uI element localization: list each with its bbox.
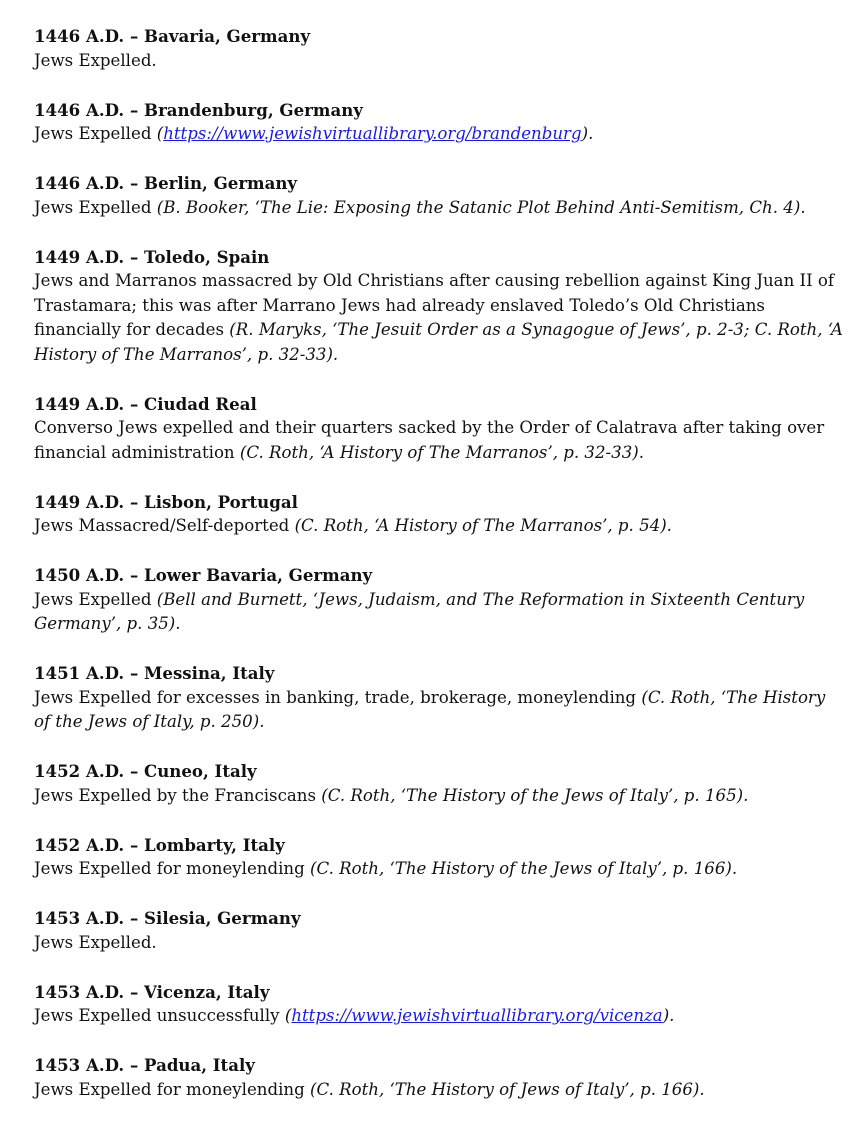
entry-text: Jews Expelled.: [34, 50, 157, 70]
entry-text: Converso Jews expelled and their quarters sacked by the Order of Calatrava after taking over financial administration: [34, 418, 825, 462]
entry-text: Jews Expelled for moneylending: [34, 1079, 310, 1099]
entry-citation: (C. Roth, ‘The History of the Jews of Italy, p. 250).: [34, 687, 826, 731]
entry-text: Jews Massacred/Self-deported: [34, 516, 295, 535]
entry-description: [34, 196, 846, 221]
citation-close: ).: [662, 1006, 675, 1025]
entry-heading: 1446 A.D. – Bavaria, Germany: [34, 26, 311, 46]
timeline-entry: [34, 98, 846, 147]
citation-link[interactable]: https://www.jewishvirtuallibrary.org/brandenburg: [163, 124, 582, 143]
entry-heading: 1453 A.D. – Vicenza, Italy: [34, 981, 270, 1002]
entry-heading: 1446 A.D. – Berlin, Germany: [34, 173, 298, 193]
entry-citation: (C. Roth, ‘The History of Jews of Italy’, p. 166).: [310, 1079, 705, 1099]
entry-description: [34, 269, 846, 367]
entry-text: Jews Expelled: [34, 589, 157, 609]
entry-text: Jews Expelled for excesses in banking, trade, brokerage, moneylending: [34, 687, 642, 707]
timeline-entry: [34, 833, 846, 882]
entry-heading: 1450 A.D. – Lower Bavaria, Germany: [34, 565, 373, 585]
entry-heading: 1446 A.D. – Brandenburg, Germany: [34, 99, 363, 120]
timeline-entry: [34, 906, 846, 955]
entry-citation: (C. Roth, ‘The History of the Jews of Italy’, p. 165).: [321, 785, 749, 805]
entry-heading: 1449 A.D. – Toledo, Spain: [34, 246, 270, 267]
timeline-entry: [34, 24, 846, 73]
entry-citation: (B. Booker, ‘The Lie: Exposing the Satanic Plot Behind Anti-Semitism, Ch. 4).: [156, 197, 806, 217]
entry-description: [34, 588, 846, 637]
entry-text: Jews Expelled.: [34, 932, 157, 952]
timeline-entry: [34, 245, 846, 368]
entry-description: [34, 122, 846, 147]
citation-open: (: [156, 124, 164, 143]
entry-description: [34, 784, 846, 809]
timeline-entry: [34, 171, 846, 220]
document-body: [34, 24, 846, 1127]
entry-text: Jews Expelled: [34, 197, 157, 217]
entry-description: [34, 686, 846, 735]
entry-text: Jews and Marranos massacred by Old Christians after causing rebellion against King Juan II of Trastamara; this was after Marrano Jews had already enslaved Toledo’s Old Christians financially for decades: [34, 271, 835, 339]
entry-heading: 1449 A.D. – Lisbon, Portugal: [34, 491, 298, 512]
entry-citation: (C. Roth, ‘The History of the Jews of Italy’, p. 166).: [310, 859, 738, 878]
timeline-entry: [34, 490, 846, 539]
timeline-entry: [34, 563, 846, 637]
entry-description: [34, 416, 846, 465]
timeline-entry: [34, 661, 846, 735]
entry-heading: 1453 A.D. – Silesia, Germany: [34, 908, 301, 928]
entry-heading: 1452 A.D. – Cuneo, Italy: [34, 761, 257, 781]
timeline-entry: [34, 980, 846, 1029]
timeline-entry: [34, 759, 846, 808]
entry-description: [34, 1078, 846, 1103]
entry-heading: 1449 A.D. – Ciudad Real: [34, 393, 257, 414]
citation-close: ).: [581, 124, 594, 143]
entry-text: Jews Expelled by the Franciscans: [34, 785, 322, 805]
entry-citation: (C. Roth, ‘A History of The Marranos’, p. 32-33).: [239, 442, 645, 462]
entry-heading: 1453 A.D. – Padua, Italy: [34, 1055, 255, 1075]
entry-description: [34, 1004, 846, 1029]
entry-citation: (R. Maryks, ‘The Jesuit Order as a Synagogue of Jews’, p. 2-3; C. Roth, ‘A History of The Marranos’, p. 32-33).: [34, 320, 843, 364]
timeline-entry: [34, 392, 846, 466]
entry-text: Jews Expelled unsuccessfully: [34, 1006, 285, 1025]
entry-heading: 1452 A.D. – Lombarty, Italy: [34, 834, 285, 855]
entry-description: [34, 514, 846, 539]
timeline-entry: [34, 1053, 846, 1102]
entry-citation: (Bell and Burnett, ‘Jews, Judaism, and The Reformation in Sixteenth Century Germany’, p. 35).: [34, 589, 805, 633]
entry-description: [34, 857, 846, 882]
entry-description: [34, 931, 846, 956]
entry-text: Jews Expelled for moneylending: [34, 859, 310, 878]
entry-heading: 1451 A.D. – Messina, Italy: [34, 663, 275, 683]
entry-text: Jews Expelled: [34, 124, 157, 143]
entry-citation: (C. Roth, ‘A History of The Marranos’, p. 54).: [294, 516, 672, 535]
entry-description: [34, 49, 846, 74]
citation-open: (: [284, 1006, 292, 1025]
citation-link[interactable]: https://www.jewishvirtuallibrary.org/vicenza: [291, 1006, 663, 1025]
